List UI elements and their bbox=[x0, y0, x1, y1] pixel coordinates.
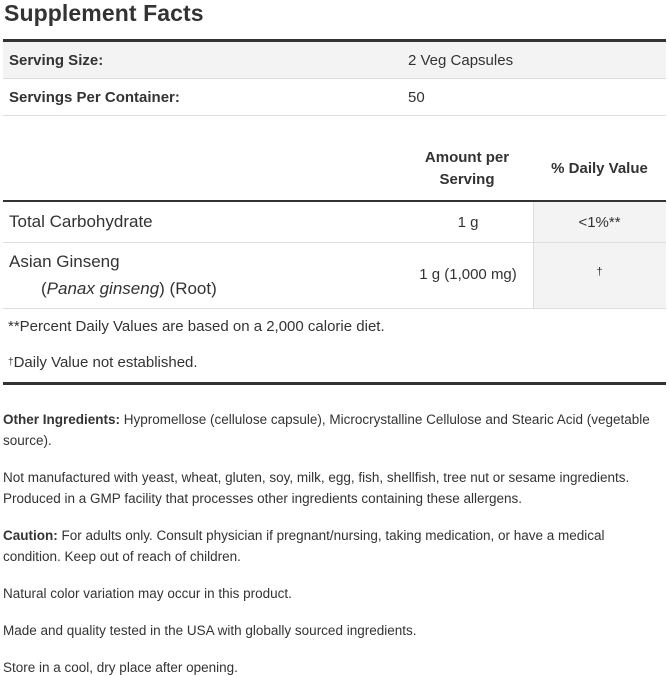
daily-value-not-established-footnote bbox=[8, 354, 198, 371]
made-in-usa-note: Made and quality tested in the USA with globally sourced ingredients. bbox=[3, 623, 417, 638]
nutrient-row bbox=[3, 202, 666, 243]
daily-value-header: % Daily Value bbox=[551, 160, 648, 177]
caution-statement bbox=[3, 525, 666, 567]
servings-per-container-label: Servings Per Container: bbox=[9, 89, 180, 106]
nutrient-row bbox=[3, 243, 666, 309]
source-latin-name: Panax ginseng bbox=[46, 279, 160, 298]
amount-header-line1: Amount per bbox=[424, 149, 510, 166]
nutrient-source bbox=[41, 279, 217, 299]
storage-note: Store in a cool, dry place after opening. bbox=[3, 660, 238, 675]
servings-per-container-value: 50 bbox=[408, 89, 425, 106]
allergen-statement: Not manufactured with yeast, wheat, gluten, soy, milk, egg, fish, shellfish, tree nut or sesame ingredients. Produced in a GMP facility that processes other ingredients containing these allergens. bbox=[3, 470, 630, 506]
caution-label: Caution: bbox=[3, 528, 58, 543]
percent-daily-value-footnote: **Percent Daily Values are based on a 2,000 calorie diet. bbox=[8, 318, 385, 335]
bottom-divider bbox=[3, 382, 666, 385]
servings-per-container-row bbox=[3, 79, 666, 116]
nutrient-amount: 1 g (1,000 mg) bbox=[419, 266, 517, 283]
serving-size-value: 2 Veg Capsules bbox=[408, 52, 514, 69]
nutrient-name: Asian Ginseng bbox=[9, 252, 120, 271]
nutrient-amount: 1 g bbox=[457, 214, 479, 231]
serving-size-row bbox=[3, 42, 666, 79]
other-ingredients-label: Other Ingredients: bbox=[3, 412, 121, 427]
other-ingredients-text: Hypromellose (cellulose capsule), Microcrystalline Cellulose and Stearic Acid (vegetable source). bbox=[3, 412, 650, 448]
dagger-text: Daily Value not established. bbox=[13, 354, 198, 371]
color-variation-note: Natural color variation may occur in this product. bbox=[3, 586, 292, 601]
caution-text: For adults only. Consult physician if pregnant/nursing, taking medication, or have a medical condition. Keep out of reach of children. bbox=[3, 528, 605, 564]
dagger-symbol: † bbox=[8, 357, 14, 368]
amount-per-serving-header bbox=[400, 147, 534, 191]
source-part: ) (Root) bbox=[159, 279, 217, 298]
nutrient-daily-value: <1%** bbox=[578, 214, 621, 231]
serving-size-label: Serving Size: bbox=[9, 52, 104, 69]
page-title: Supplement Facts bbox=[4, 0, 204, 26]
other-ingredients bbox=[3, 409, 666, 451]
source-open: ( bbox=[41, 279, 47, 298]
nutrient-name: Total Carbohydrate bbox=[9, 212, 153, 231]
nutrient-daily-value: † bbox=[596, 266, 603, 278]
amount-header-line2: Serving bbox=[439, 171, 495, 188]
